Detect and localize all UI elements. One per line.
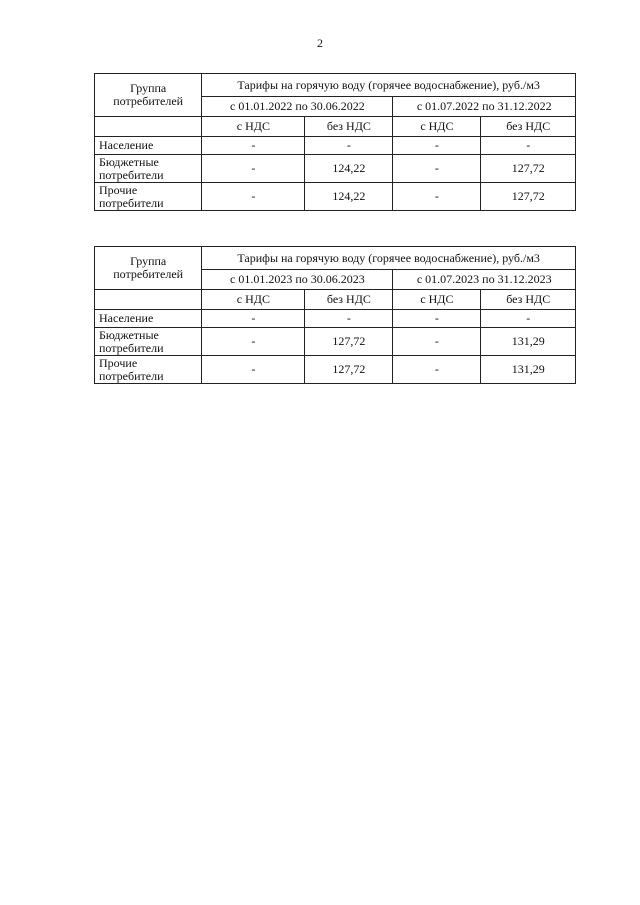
group-header: Группа потребителей [95, 74, 202, 117]
vat-subheader: с НДС [393, 290, 481, 310]
value-cell: - [305, 137, 393, 155]
period-header: с 01.07.2023 по 31.12.2023 [393, 270, 576, 290]
row-label: Прочие потребители [95, 183, 202, 211]
row-label: Население [95, 137, 202, 155]
value-cell: - [393, 137, 481, 155]
table-row [95, 310, 576, 328]
empty-cell [95, 117, 202, 137]
tariff-header: Тарифы на горячую воду (горячее водоснабжение), руб./м3 [202, 247, 576, 270]
value-cell: - [305, 310, 393, 328]
value-cell: - [202, 183, 305, 211]
value-cell: 127,72 [305, 356, 393, 384]
value-cell: - [202, 155, 305, 183]
group-header: Группа потребителей [95, 247, 202, 290]
value-cell: - [481, 137, 576, 155]
value-cell: - [481, 310, 576, 328]
row-label: Бюджетные потребители [95, 155, 202, 183]
value-cell: - [393, 155, 481, 183]
value-cell: 131,29 [481, 356, 576, 384]
value-cell: - [393, 183, 481, 211]
value-cell: - [202, 137, 305, 155]
vat-subheader: без НДС [305, 290, 393, 310]
period-header: с 01.01.2023 по 30.06.2023 [202, 270, 393, 290]
value-cell: 131,29 [481, 328, 576, 356]
value-cell: - [393, 310, 481, 328]
page-number: 2 [317, 36, 323, 50]
value-cell: 127,72 [481, 183, 576, 211]
row-label: Прочие потребители [95, 356, 202, 384]
table-row [95, 356, 576, 384]
value-cell: 127,72 [481, 155, 576, 183]
empty-cell [95, 290, 202, 310]
tariff-table-2023 [94, 246, 576, 384]
row-label: Население [95, 310, 202, 328]
value-cell: 124,22 [305, 183, 393, 211]
table-row [95, 183, 576, 211]
value-cell: 124,22 [305, 155, 393, 183]
tariff-table-2022 [94, 73, 576, 211]
value-cell: 127,72 [305, 328, 393, 356]
period-header: с 01.07.2022 по 31.12.2022 [393, 97, 576, 117]
table-row [95, 328, 576, 356]
value-cell: - [393, 328, 481, 356]
value-cell: - [202, 356, 305, 384]
value-cell: - [202, 328, 305, 356]
vat-subheader: без НДС [305, 117, 393, 137]
vat-subheader: с НДС [202, 117, 305, 137]
value-cell: - [393, 356, 481, 384]
vat-subheader: с НДС [393, 117, 481, 137]
row-label: Бюджетные потребители [95, 328, 202, 356]
table-row [95, 155, 576, 183]
period-header: с 01.01.2022 по 30.06.2022 [202, 97, 393, 117]
vat-subheader: без НДС [481, 290, 576, 310]
table-row [95, 137, 576, 155]
tariff-header: Тарифы на горячую воду (горячее водоснабжение), руб./м3 [202, 74, 576, 97]
vat-subheader: без НДС [481, 117, 576, 137]
vat-subheader: с НДС [202, 290, 305, 310]
value-cell: - [202, 310, 305, 328]
